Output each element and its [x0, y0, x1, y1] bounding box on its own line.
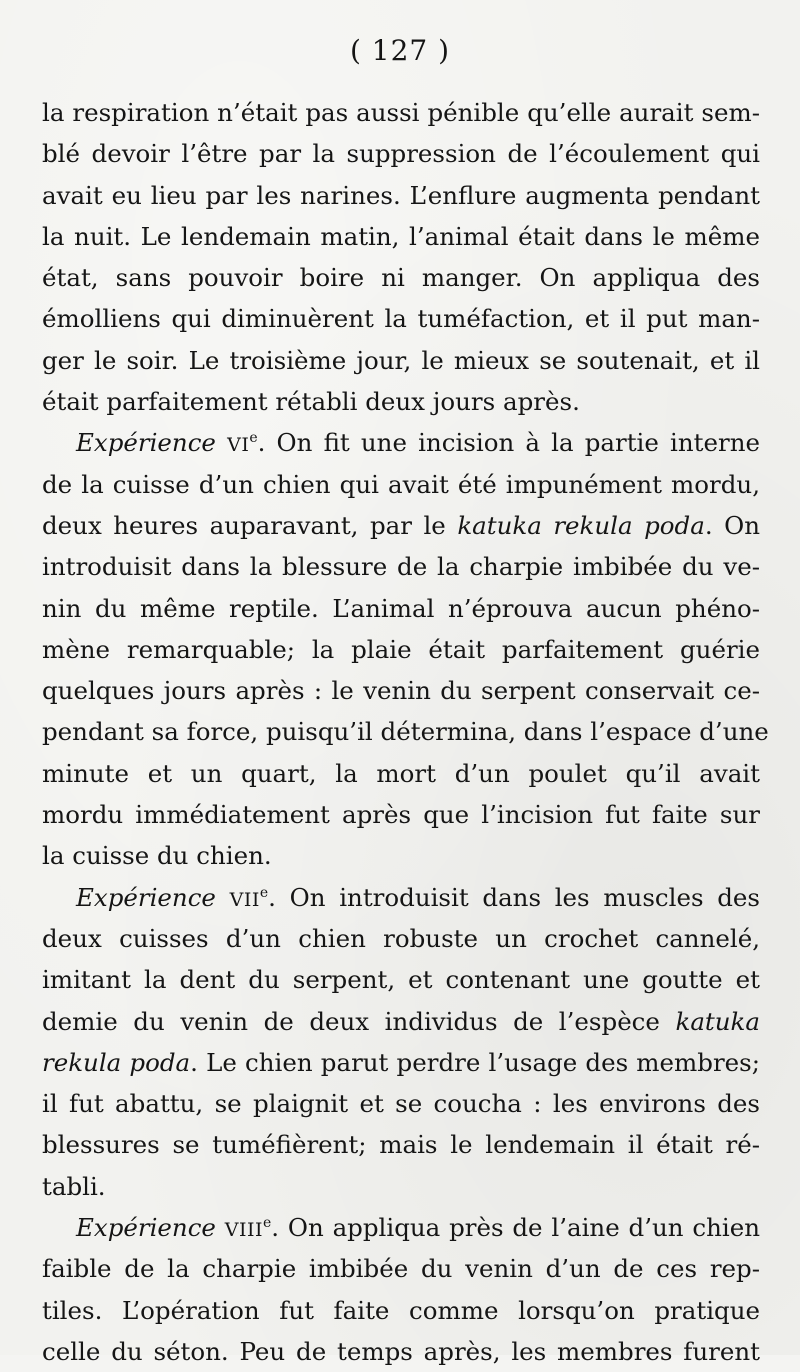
page-number: ( 127 ) [349, 34, 451, 67]
text-segment: demie du venin de deux individus de l’espèce [42, 1006, 676, 1036]
text-line [42, 1042, 760, 1083]
text-line: la nuit. Le lendemain matin, l’animal était dans le même [42, 221, 760, 251]
species-name: rekula poda [42, 1047, 191, 1077]
species-name: katuka [675, 1006, 760, 1036]
text-line: celle du séton. Peu de temps après, les membres furent [42, 1336, 760, 1366]
text-line: la respiration n’était pas aussi pénible qu’elle aurait sem- [42, 98, 760, 127]
experience-label: Expérience [76, 428, 216, 458]
body-text [42, 92, 769, 1372]
text-line: pendant sa force, puisqu’il détermina, dans l’espace d’une [42, 717, 769, 747]
text-line: émolliens qui diminuèrent la tuméfaction, et il put man- [42, 304, 760, 334]
text-line: tabli. [42, 1171, 106, 1201]
text-line: quelques jours après : le venin du serpent conservait ce- [42, 676, 760, 706]
text-line: blessures se tuméfièrent; mais le lendemain il était ré- [42, 1130, 760, 1160]
experience-superscript: e [263, 1215, 272, 1232]
text-line: deux cuisses d’un chien robuste un crochet cannelé, [42, 923, 760, 953]
text-line: état, sans pouvoir boire ni manger. On appliqua des [42, 263, 760, 293]
text-line: tiles. L’opération fut faite comme lorsqu’on pratique [42, 1295, 760, 1325]
text-segment: . Le chien parut perdre l’usage des membres; [190, 1047, 760, 1077]
experience-heading-line [42, 422, 760, 463]
text-line: faible de la charpie imbibée du venin d’un de ces rep- [42, 1254, 760, 1284]
text-line: blé devoir l’être par la suppression de l’écoulement qui [42, 139, 760, 169]
text-segment: . On fit une incision à la partie interne [257, 428, 760, 458]
text-line: il fut abattu, se plaignit et se coucha : les environs des [42, 1089, 760, 1119]
experience-numeral: VII [229, 888, 260, 911]
text-line: minute et un quart, la mort d’un poulet qu’il avait [42, 758, 760, 788]
text-segment: . On [704, 510, 760, 540]
text-line: imitant la dent du serpent, et contenant une goutte et [42, 965, 760, 995]
experience-superscript: e [249, 430, 258, 447]
experience-heading-line [42, 877, 760, 918]
text-line: mordu immédiatement après que l’incision fut faite sur [42, 800, 760, 830]
text-line [42, 505, 760, 546]
text-line: nin du même reptile. L’animal n’éprouva aucun phéno- [42, 593, 760, 623]
species-name: katuka rekula poda [457, 510, 705, 540]
text-line [42, 1001, 760, 1042]
text-line: avait eu lieu par les narines. L’enflure augmenta pendant [42, 180, 760, 210]
text-line: mène remarquable; la plaie était parfaitement guérie [42, 634, 760, 664]
experience-numeral: VI [227, 434, 250, 457]
experience-numeral: VIII [224, 1219, 263, 1242]
text-segment: . On introduisit dans les muscles des [268, 882, 760, 912]
experience-superscript: e [259, 884, 269, 901]
text-line: était parfaitement rétabli deux jours après. [42, 387, 580, 417]
experience-heading-line [42, 1207, 760, 1248]
experience-label: Expérience [76, 1213, 216, 1243]
experience-label: Expérience [76, 882, 216, 912]
text-segment: deux heures auparavant, par le [42, 510, 458, 540]
text-line: ger le soir. Le troisième jour, le mieux se soutenait, et il [42, 345, 760, 375]
text-line: introduisit dans la blessure de la charpie imbibée du ve- [42, 552, 760, 582]
text-segment: . On appliqua près de l’aine d’un chien [271, 1213, 760, 1243]
text-line: de la cuisse d’un chien qui avait été impunément mordu, [42, 469, 760, 499]
text-line: la cuisse du chien. [42, 841, 272, 871]
